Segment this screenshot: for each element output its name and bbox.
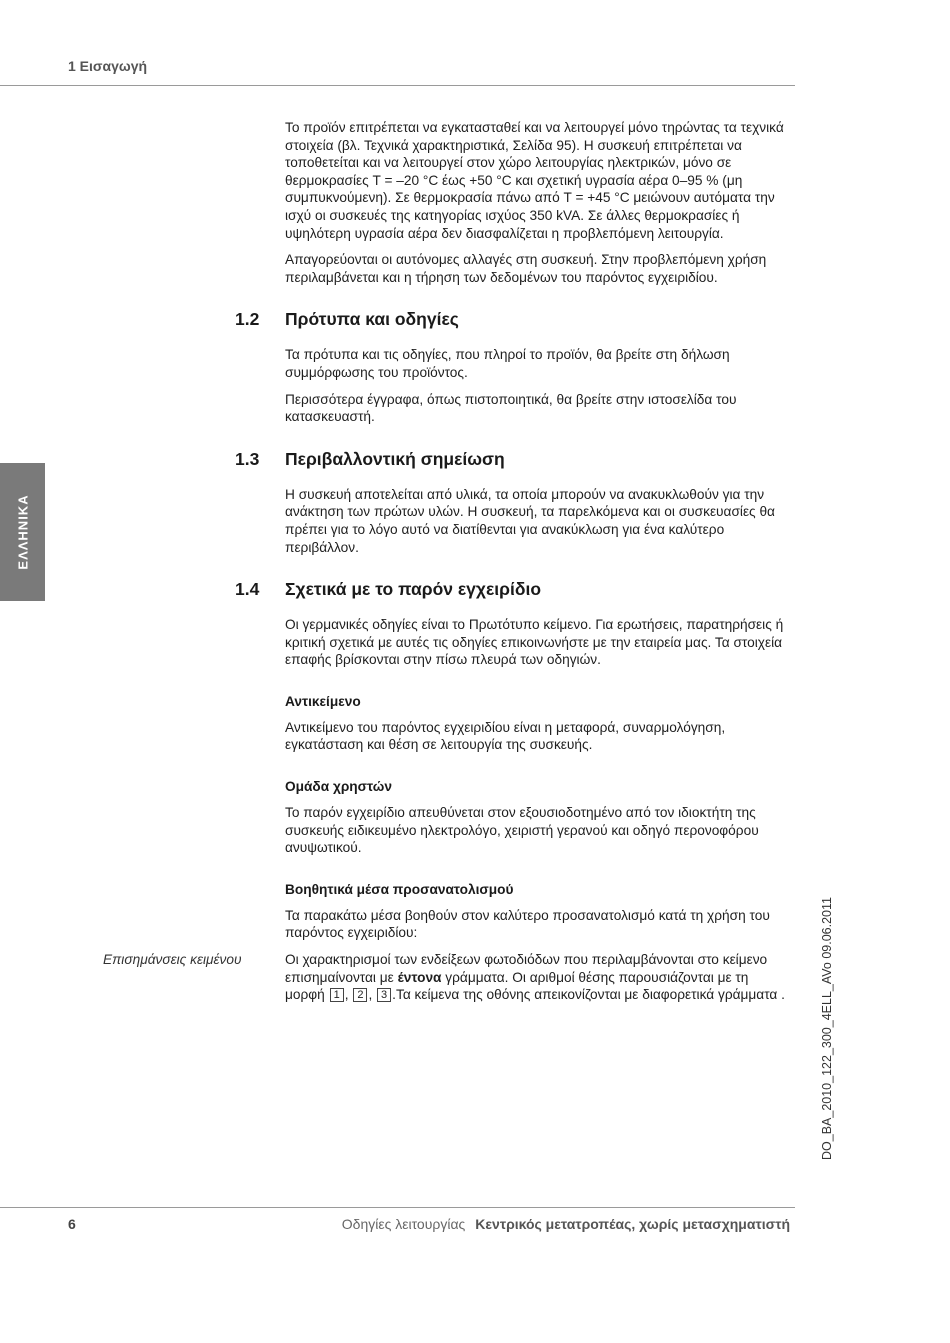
page-number: 6 — [68, 1216, 76, 1232]
section-title: Πρότυπα και οδηγίες — [285, 309, 459, 330]
section-number: 1.3 — [235, 448, 260, 469]
text-highlights-row — [103, 951, 790, 1004]
orientation-paragraph: Τα παρακάτω μέσα βοηθούν στον καλύτερο προσανατολισμό κατά τη χρήση του παρόντος εγχειριδίου: — [285, 907, 770, 941]
header-rule — [0, 85, 795, 86]
section-paragraph: Περισσότερα έγγραφα, όπως πιστοποιητικά, θα βρείτε στην ιστοσελίδα του κατασκευαστή. — [285, 391, 737, 425]
section-number: 1.4 — [235, 579, 260, 600]
intro-paragraph-2: Απαγορεύονται οι αυτόνομες αλλαγές στη συσκευή. Στην προβλεπόμενη χρήση περιλαμβάνεται και η τήρηση των δεδομένων του παρόντος εγχειριδίου. — [285, 252, 767, 285]
subheading-orientation-aids: Βοηθητικά μέσα προσανατολισμού — [285, 881, 514, 897]
section-about-manual — [103, 578, 790, 1004]
section-title: Περιβαλλοντική σημείωση — [285, 448, 505, 469]
section-number: 1.2 — [235, 309, 260, 330]
section-title: Σχετικά με το παρόν εγχειρίδιο — [285, 579, 542, 600]
text-highlights-paragraph — [285, 951, 790, 1004]
chapter-header: 1 Εισαγωγή — [68, 58, 148, 74]
language-label: ΕΛΛΗΝΙΚΑ — [15, 494, 30, 570]
footer-doc-type: Οδηγίες λειτουργίας — [341, 1216, 466, 1232]
section-heading — [235, 308, 790, 330]
user-group-paragraph: Το παρόν εγχειρίδιο απευθύνεται στον εξουσιοδοτημένο από τον ιδιοκτήτη της συσκευής ειδικευμένο ηλεκτρολόγο, χειριστή γερανού και οδηγό περονοφόρου ανυψωτικού. — [285, 805, 759, 856]
position-number-box: 3 — [377, 988, 391, 1002]
bold-word: έντονα — [397, 969, 442, 985]
section-paragraph: Η συσκευή αποτελείται από υλικά, τα οποία μπορούν να ανακυκλωθούν για την ανάκτηση των πρώτων υλών. Η συσκευή, τα παρελκόμενα και οι συσκευασίες θα πρέπει για το λόγο αυτό να διατίθενται για ανακύκλωση για ένα καλύτερο περιβάλλον. — [285, 486, 775, 555]
document-code: DO_BA_2010_122_300_4ELL_AVo 09.06.2011 — [820, 897, 834, 1160]
section-paragraph: Τα πρότυπα και τις οδηγίες, που πληροί το προϊόν, θα βρείτε στη δήλωση συμμόρφωσης του προϊόντος. — [285, 347, 730, 380]
margin-label-text-highlights: Επισημάνσεις κειμένου — [103, 952, 242, 968]
footer-rule — [0, 1207, 795, 1208]
position-number-box: 1 — [330, 988, 344, 1002]
position-number-box: 2 — [353, 988, 367, 1002]
language-side-tab — [0, 463, 45, 601]
intro-paragraph-1: Το προϊόν επιτρέπεται να εγκατασταθεί και να λειτουργεί μόνο τηρώντας τα τεχνικά στοιχεία (βλ. Τεχνικά χαρακτηριστικά, Σελίδα 95). Η συσκευή επιτρέπεται να τοποθετείται και να λειτουργεί στον χώρο λειτουργίας ηλεκτρικών, μόνο σε θερμοκρασίες T = –20 °C έως +50 °C και σχετική υγρασία αέρα 0–95 % (μη συμπυκνούμενη). Σε θερμοκρασία πάνω από T = +45 °C μειώνουν αυτόματα την ισχύ οι συσκευές της κατηγορίας ισχύος 350 kVA. Σε άλλες θερμοκρασίες ή υψηλότερη υγρασία αέρα δεν διασφαλίζεται η προβλεπόμενη λειτουργία. — [285, 120, 784, 241]
subheading-subject: Αντικείμενο — [285, 693, 361, 709]
subheading-user-group: Ομάδα χρηστών — [285, 779, 392, 795]
main-content — [103, 119, 790, 1013]
subject-paragraph: Αντικείμενο του παρόντος εγχειριδίου είναι η μεταφορά, συναρμολόγηση, εγκατάσταση και θέση σε λειτουργία της συσκευής. — [285, 719, 726, 753]
footer-title — [342, 1216, 790, 1232]
separator: , — [344, 987, 353, 1003]
footer-product: Κεντρικός μετατροπέας, χωρίς μετασχηματιστή — [475, 1216, 790, 1232]
section-heading — [235, 448, 790, 470]
section-standards — [235, 308, 790, 425]
highlights-text-part: Οι χαρακτηρισμοί των ενδείξεων φωτοδιόδων που περιλαμβάνονται στο κείμενο επισημαίνονται με — [285, 952, 768, 985]
highlights-text-part: .Τα κείμενα της οθόνης απεικονίζονται με διαφορετικά γράμματα . — [392, 987, 785, 1003]
section-paragraph: Οι γερμανικές οδηγίες είναι το Πρωτότυπο κείμενο. Για ερωτήσεις, παρατηρήσεις ή κριτική σχετικά με αυτές τις οδηγίες επικοινωνήστε με την εταιρεία μας. Τα στοιχεία επαφής βρίσκονται στην πίσω πλευρά των οδηγιών. — [285, 617, 784, 668]
highlights-text-part: γράμματα. Οι αριθμοί θέσης παρουσιάζονται με τη μορφή — [285, 969, 749, 1003]
section-heading — [235, 578, 790, 600]
section-environment — [235, 448, 790, 556]
separator: , — [368, 987, 377, 1003]
